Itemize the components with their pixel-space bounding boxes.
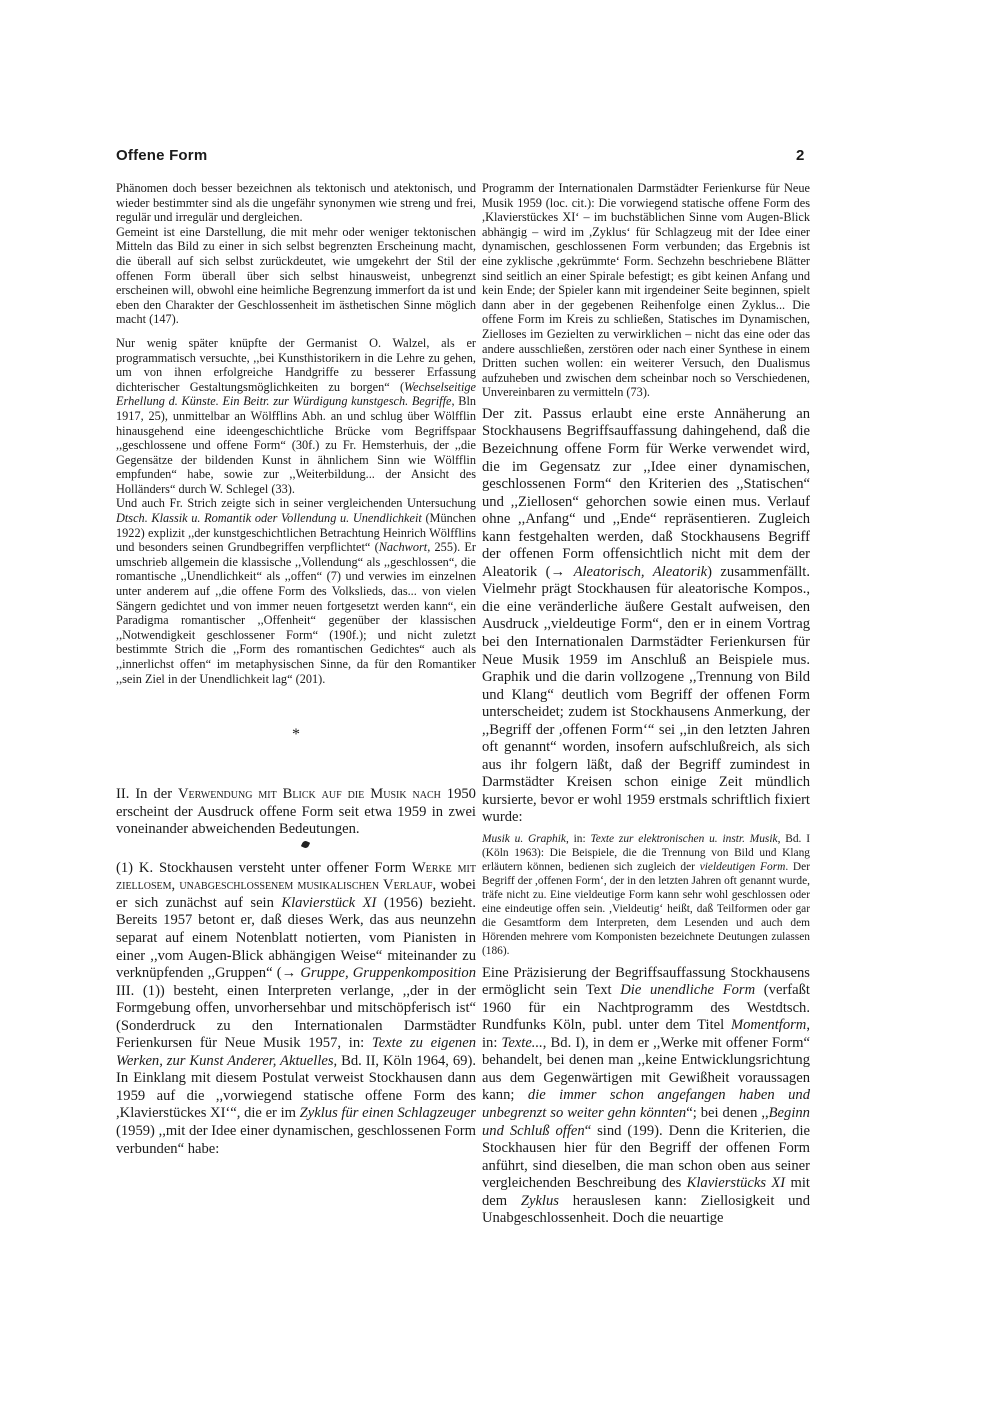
right-column xyxy=(482,181,810,1228)
body-paragraph-large xyxy=(116,860,476,1158)
italic-title: Texte zu eigenen Werken, zur Kunst Anderer, Aktuelles xyxy=(116,1035,476,1069)
text-run: , Bln 1917, 25), unmittelbar an Wölfflins Abh. an und schlug über Wölfflin hinausgehend eine ideengeschichtliche Brücke vom Begriffspaar ,,geschlossene und offene Form“ (30f.) zu Fr. Hemsterhuis, der ,,die Gegensätze der bildenden Kunst in ähnlichem Sinn wie Wölfflin empfunden“ habe, sowie zur ,,Weiterbildung... der Ansicht des Holländers“ durch W. Schlegel (33). xyxy=(116,394,477,496)
section-divider-asterisk: * xyxy=(292,726,300,744)
italic-title: Musik u. Graphik xyxy=(482,833,566,846)
italic-title: Momentform xyxy=(730,1017,807,1034)
page-number: 2 xyxy=(796,147,805,164)
text-run: Und auch Fr. Strich zeigte sich in seiner vergleichenden Untersuchung xyxy=(116,496,476,511)
text-run: (1959) ,,mit der Idee einer dynamischen, geschlossenen Form verbunden“ habe: xyxy=(116,1123,476,1157)
italic-title: Beginn und Schluß offen xyxy=(482,1104,810,1139)
italic-title: Nachwort xyxy=(378,540,428,555)
quote-paragraph xyxy=(482,181,810,400)
text-run: “ sind (199). Denn die Kriterien, die Stockhausen hier für den Begriff der offenen Form anführt, sind dieselben, die man schon oben aus seiner vergleichenden Beschreibung des xyxy=(482,1122,811,1192)
text-run: , Bd. I), in dem er ,,Werke mit offener Form“ behandelt, bei denen man ,,keine Entwicklungsrichtung aus dem Gegenwärtigen mit Gewißheit voraussagen kann; xyxy=(482,1034,810,1104)
text-run: . Der Begriff der ,offenen Form‘, der in den letzten Jahren oft genannt wurde, träfe nicht zu. Eine vieldeutige Form kann sehr wohl geschlossen oder eine eindeutige offen sein. ,Vieldeutig‘ heißt, daß Teilformen oder gar die Gesamtform dem Interpreten, dem Lesenden und auch dem Hörenden mehrere vom Komponisten bezeichnete Deutungen zulassen (186). xyxy=(482,860,811,957)
text-run: , in: xyxy=(482,1017,810,1051)
text-run: (München 1922) explizit ,,der kunstgeschichtlichen Betrachtung Heinrich Wölfflins und besonders seinen Grundbegriffen verpflichtet“ ( xyxy=(116,511,476,555)
italic-title: Zyklus xyxy=(520,1192,559,1209)
quote-paragraph xyxy=(116,181,476,225)
body-paragraph-small xyxy=(116,336,476,497)
text-run: “; bei denen ,, xyxy=(686,1104,769,1121)
italic-title: Die unendliche Form xyxy=(620,982,756,999)
text-run: , Bd. I (Köln 1963): Die Beispiele, die die Trennung von Bild und Klang erläutern können, bedienen sich zugleich der xyxy=(482,833,810,873)
body-paragraph-small xyxy=(116,496,476,686)
text-run: Gemeint ist eine Darstellung, die mit mehr oder weniger tektonischen Mitteln das Bild zu einer in sich selbst begrenzten Erscheinung macht, die überall auf sich selbst zurückdeutet, wie umgekehrt der Stil der offenen Form überall über sich selbst hinausweist, unbegrenzt erscheinen will, obwohl eine heimliche Begrenzung immerfort da ist und eben den Charakter der Geschlossenheit im ästhetischen Sinne möglich macht (147). xyxy=(116,224,476,327)
citation-paragraph xyxy=(482,833,810,959)
italic-title: Texte zur elektronischen u. instr. Musik xyxy=(590,833,778,846)
text-run: (verfaßt 1960 für ein Nachtprogramm des Westdtsch. Rundfunks Köln, publ. unter dem Titel xyxy=(482,982,810,1034)
body-paragraph-large xyxy=(482,406,810,827)
text-run: Programm der Internationalen Darmstädter Ferienkurse für Neue Musik 1959 (loc. cit.): Die vorwiegend statische offene Form des ,Klavierstückes XI‘ – im buchstäblichen Sinne vom Augen-Blick abhängig – wird im ,Zyklus‘ für Schlagzeug mit der Idee einer dynamischen, geschlossenen Form verbunden; das Ergebnis ist eine zyklische ,gekrümmte‘ Form. Sechzehn beschriebene Blätter sind seitlich an einer Spirale befestigt; es gibt keinen Anfang und kein Ende; der Spieler kann mit irgendeiner Seite beginnen, spielt dann aber in der gegebenen Reihenfolge einen Zyklus... Die offene Form im Kreis zu schließen, Statisches im Dynamischen, Zielloses im Gezielten zu verwirklichen – nicht das eine oder das andere ausschließen, zerstören oder nach einer Synthese in einem Dritten suchen wollen: ein weiterer Versuch, den Dualismus aufzuheben und zwischen dem scheinbar noch so Verschiedenen, Unvereinbaren zu vermitteln (73). xyxy=(482,181,810,400)
text-run: , in: xyxy=(565,833,591,846)
italic-title: Gruppe, Gruppenkomposition xyxy=(300,965,476,982)
body-paragraph-large xyxy=(482,965,810,1228)
italic-title: Aleatorisch, Aleatorik xyxy=(573,563,708,580)
text-run: Phänomen doch besser bezeichnen als tektonisch und atektonisch, und wieder bestimmter sind als die ungefähr synonymen wie streng und frei, regulär und irregulär und dergleichen. xyxy=(116,181,476,225)
quote-paragraph xyxy=(116,225,476,327)
italic-title: Zyklus für einen Schlagzeuger xyxy=(299,1105,476,1122)
italic-title: die immer schon angefangen haben und unbegrenzt so weiter gehn könnten xyxy=(482,1087,810,1121)
text-run: 1950 erscheint der Ausdruck offene Form seit etwa 1959 in zwei voneinander abweichenden Bedeutungen. xyxy=(116,786,476,838)
text-run: herauslesen kann: Ziellosigkeit und Unabgeschlossenheit. Doch die neuartige xyxy=(482,1192,811,1227)
text-run: (1) K. Stockhausen versteht unter offener Form xyxy=(116,859,412,876)
text-run: , 255). Er umschrieb allgemein die klassische ,,Vollendung“ als ,,geschlossen“, die romantische ,,Unendlichkeit“ als ,,offen“ (7) und verwies im einzelnen unter anderem auf ,,die offene Form des Volkslieds, das... von vielen Sängern gedichtet und von immer neuen fortgesetzt werden kann“, ein Paradigma romantischer ,,Offenheit“ gegenüber der klassischen ,,Notwendigkeit geschlossener Form“ (190f.); und nicht zuletzt bestimmte Strich die ,,Form des romantischen Gedichtes“ auch als ,,innerlichst offen“ im metaphysischen Sinne, da für den Romantiker ,,sein Ziel in der Unendlichkeit lag“ (201). xyxy=(116,540,476,686)
italic-title: Klavierstücks XI xyxy=(686,1175,786,1192)
italic-title: vieldeutigen Form xyxy=(699,860,786,873)
text-run: Der zit. Passus erlaubt eine erste Annäherung an Stockhausens Begriffsauffassung dahingehend, daß die Bezeichnung offene Form für Werke verwendet wird, die im Gegensatz zur ,,Idee einer dynamischen, geschlossenen Form“ den Kriterien des ,,Statischen“ und ,,Ziellosen“ gehorchen sowie einen mus. Verlauf ohne ,,Anfang“ und ,,Ende“ repräsentieren. Zugleich kann festgehalten werden, daß Stockhausens Begriff der offenen Form offensichtlich nicht mit dem der Aleatorik (→ xyxy=(482,405,810,580)
small-caps-run: Verwendung mit Blick auf die Musik nach xyxy=(178,786,441,803)
running-head-title: Offene Form xyxy=(116,147,208,164)
text-run: III. (1)) besteht, einen Interpreten verlange, ,,der in der Formgebung offen, unvorhersehbar und mitschöpferisch ist“ (Sonderdruck zu den Internationalen Darmstädter Ferienkursen für Neue Musik 1957, in: xyxy=(116,982,476,1052)
italic-title: Dtsch. Klassik u. Romantik oder Vollendung u. Unendlichkeit xyxy=(116,511,422,526)
section-heading-paragraph xyxy=(116,786,476,839)
small-caps-run: Werke mit ziellosem, unabgeschlossenem musikalischen Verlauf xyxy=(116,859,476,894)
text-run: Eine Präzisierung der Begriffsauffassung Stockhausens ermöglicht sein Text xyxy=(482,964,810,999)
text-run: , Bd. II, Köln 1964, 69). In Einklang mit diesem Postulat verweist Stockhausen dann 1959 auf die ,,vorwiegend statische offene Form des ,Klavierstückes XI‘“, die er im xyxy=(116,1052,476,1122)
text-run: ) zusammenfällt. Vielmehr prägt Stockhausen für aleatorische Kompos., die eine veränderliche äußere Gestalt aufweisen, den Ausdruck ,,vieldeutige Form“, den er in einem Vortrag bei den Internationalen Darmstädter Ferienkursen für Neue Musik 1959 im Anschluß an Beispiele mus. Graphik und die darin vollzogene ,,Trennung von Bild und Klang“ deutlich vom Begriff der offenen Form unterscheidet; zudem ist Stockhausens Anmerkung, der ,,Begriff der ,offenen Form‘“ sei ,,in den letzten Jahren oft genannt“ worden, insofern aufschlußreich, als sich aus ihr folgern läßt, daß der Begriff zumindest in Darmstädter Kreisen schon einige Zeit mündlich kursierte, bevor er wohl 1959 erstmals schriftlich fixiert wurde: xyxy=(482,563,810,826)
text-run: (1956) bezieht. Bereits 1957 betont er, daß dieses Werk, das aus neunzehn separat auf einem Notenblatt notierten, vom Pianisten in einer ,,vom Augen-Blick abhängigen Weise“ miteinander zu verknüpfenden ,,Gruppen“ (→ xyxy=(116,894,476,982)
italic-title: Klavierstück XI xyxy=(281,894,377,911)
italic-title: Texte... xyxy=(501,1034,543,1051)
text-run: Nur wenig später knüpfte der Germanist O. Walzel, als er programmatisch versuchte, ,,bei Kunsthistorikern in die Lehre zu gehen, um von ihnen erfolgreiche Handgriffe zu besserer Erfassung dichterischer Gestaltungsmöglichkeiten zu borgen“ ( xyxy=(116,335,476,394)
text-run: , wobei er sich zunächst auf sein xyxy=(116,877,476,911)
left-column xyxy=(116,181,476,1158)
text-run: II. In der xyxy=(116,786,179,803)
text-run: mit dem xyxy=(482,1175,810,1209)
italic-title: Wechselseitige Erhellung d. Künste. Ein Beitr. zur Würdigung kunstgesch. Begriffe xyxy=(116,379,476,409)
